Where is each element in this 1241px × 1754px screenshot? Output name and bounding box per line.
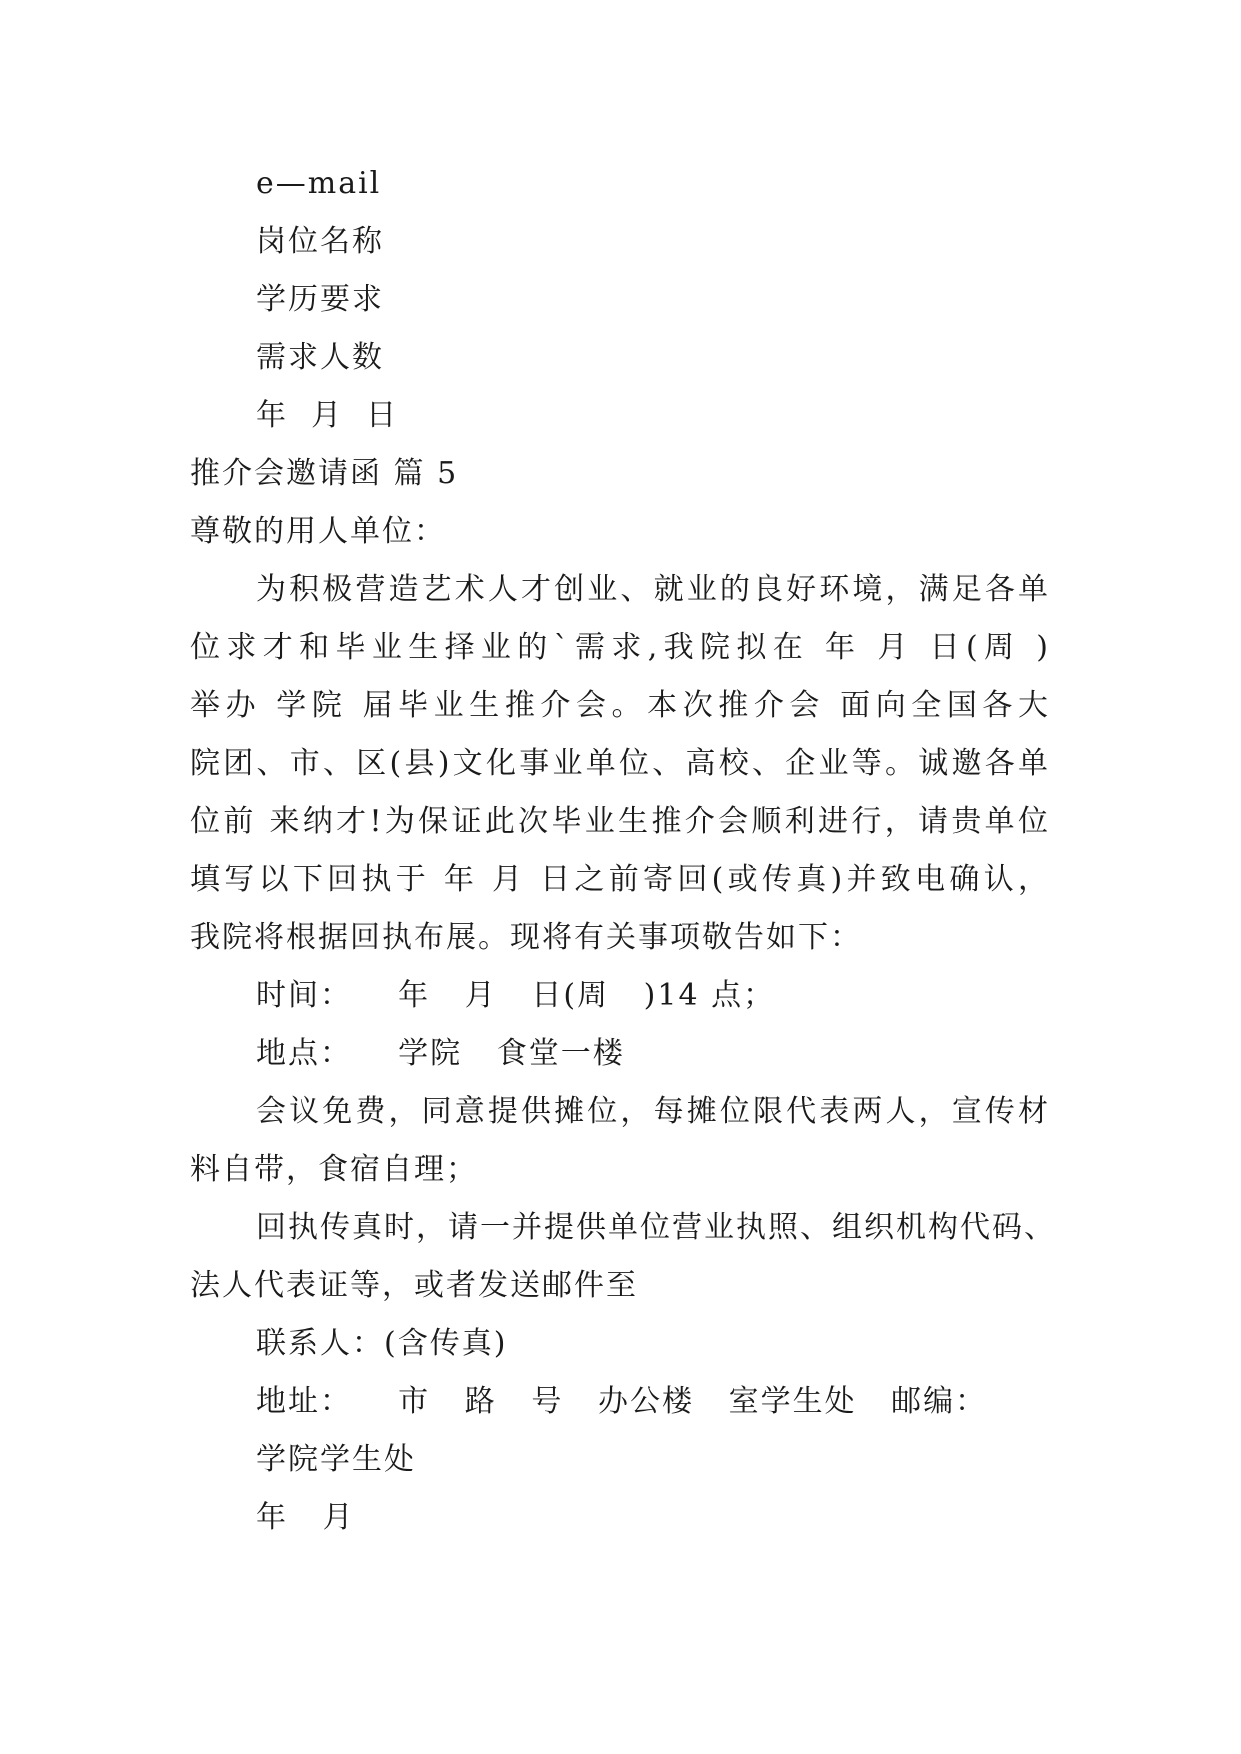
body-line: 填写以下回执于 年 月 日之前寄回(或传真)并致电确认，	[190, 862, 1050, 897]
email-label: e—mail	[256, 166, 382, 201]
address-line: 地址： 市 路 号 办公楼 室学生处 邮编：	[256, 1384, 988, 1419]
body-line: 我院将根据回执布展。现将有关事项敬告如下：	[190, 920, 862, 955]
body-line: 举办 学院 届毕业生推介会。本次推介会 面向全国各大	[190, 688, 1050, 723]
location-line: 地点： 学院 食堂一楼	[256, 1036, 625, 1071]
receipt-line: 回执传真时，请一并提供单位营业执照、组织机构代码、	[256, 1210, 1056, 1245]
body-line: 院团、市、区(县)文化事业单位、高校、企业等。诚邀各单	[190, 746, 1050, 781]
body-line: 位前 来纳才!为保证此次毕业生推介会顺利进行，请贵单位	[190, 804, 1050, 839]
education-requirement-label: 学历要求	[256, 282, 384, 317]
signature-org: 学院学生处	[256, 1442, 416, 1477]
position-name-label: 岗位名称	[256, 224, 384, 259]
contact-line: 联系人：(含传真)	[256, 1326, 508, 1361]
section-title: 推介会邀请函 篇 5	[190, 456, 459, 491]
fee-line: 会议免费，同意提供摊位，每摊位限代表两人，宣传材	[256, 1094, 1050, 1129]
fee-line-cont: 料自带，食宿自理；	[190, 1152, 478, 1187]
date-line: 年 月 日	[256, 398, 399, 433]
headcount-label: 需求人数	[256, 340, 384, 375]
body-line: 为积极营造艺术人才创业、就业的良好环境，满足各单	[256, 572, 1050, 607]
receipt-line-cont: 法人代表证等，或者发送邮件至	[190, 1268, 638, 1303]
body-line: 位求才和毕业生择业的`需求,我院拟在 年 月 日(周 )	[190, 630, 1050, 665]
time-line: 时间： 年 月 日(周 )14 点；	[256, 978, 776, 1013]
salutation: 尊敬的用人单位：	[190, 514, 446, 549]
signature-date: 年 月	[256, 1500, 355, 1535]
